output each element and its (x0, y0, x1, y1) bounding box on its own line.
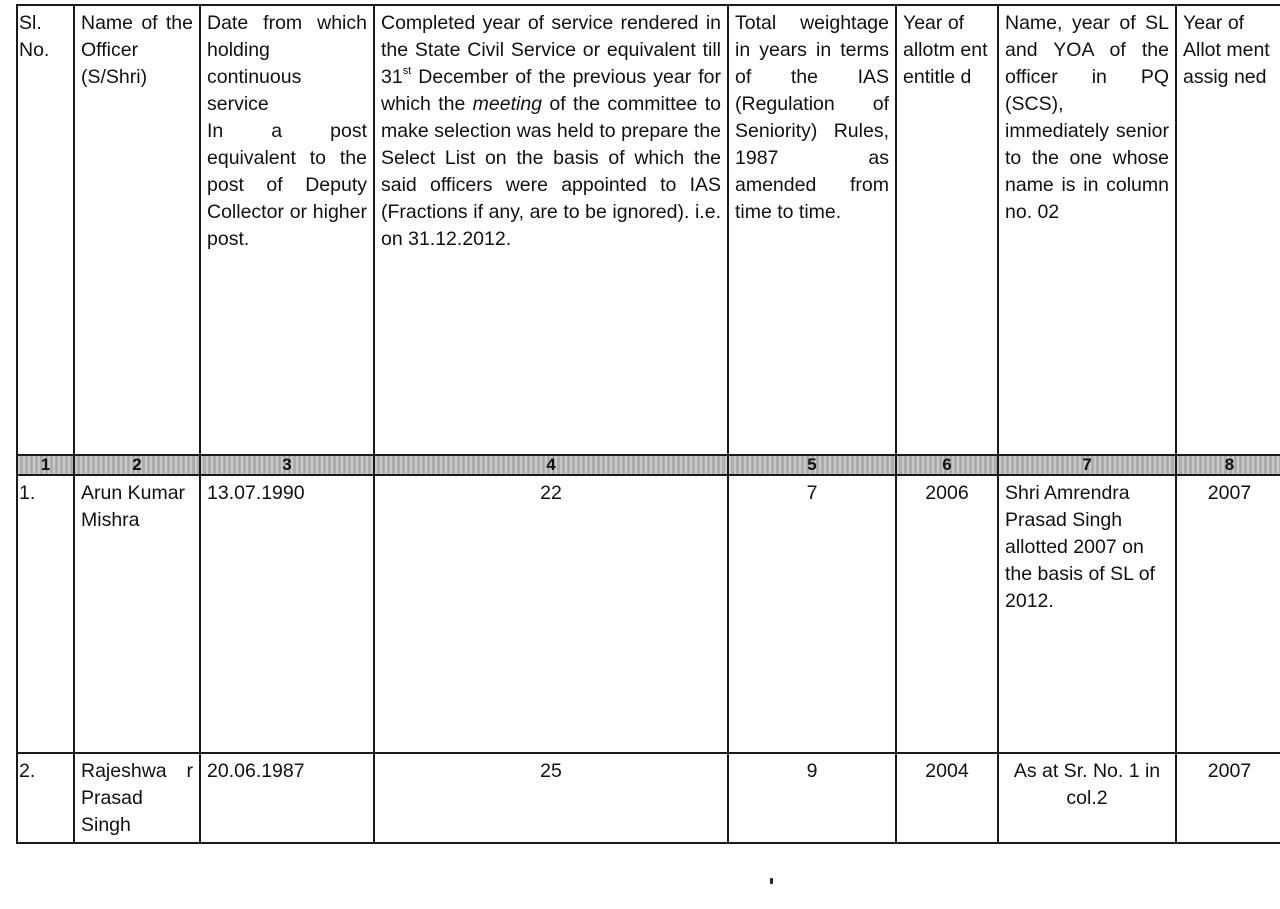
cell-officer-name: Arun Kumar Mishra (74, 475, 200, 753)
column-number: 1 (17, 455, 74, 475)
header-date-text: Date from which holding continuous service (207, 12, 367, 115)
header-completed-text-1: Completed year of service rendered in the State Civil Service or equivalent till 31 (381, 12, 721, 88)
cell-officer-name: Rajeshwa r Prasad Singh (74, 753, 200, 843)
header-completed-sup: st (402, 65, 412, 77)
cell-date: 20.06.1987 (200, 753, 374, 843)
cell-year-assigned: 2007 (1176, 475, 1280, 753)
header-officer-name: Name of the Officer (S/Shri) (74, 5, 200, 455)
cell-senior-officer: As at Sr. No. 1 in col.2 (998, 753, 1176, 843)
header-completed-text-italic: meeting (472, 93, 543, 115)
column-number: 6 (896, 455, 998, 475)
header-date-text-2: In a post equivalent to the post of Deputy Collector or higher post. (207, 120, 367, 250)
column-number: 5 (728, 455, 896, 475)
cell-weightage: 7 (728, 475, 896, 753)
header-total-weightage: Total weightage in years in terms of the IAS (Regulation of Seniority) Rules, 1987 as amended from time to time. (728, 5, 896, 455)
header-senior-officer: Name, year of SL and YOA of the officer in PQ (SCS), immediately senior to the one whose name is in column no. 02 (998, 5, 1176, 455)
cell-weightage: 9 (728, 753, 896, 843)
header-date-continuous-service (200, 5, 374, 455)
header-year-assigned: Year of Allot ment assig ned (1176, 5, 1280, 455)
cell-sl-no: 2. (17, 753, 74, 843)
cell-year-assigned: 2007 (1176, 753, 1280, 843)
officer-seniority-table (16, 4, 1280, 844)
cell-senior-officer: Shri Amrendra Prasad Singh allotted 2007 on the basis of SL of 2012. (998, 475, 1176, 753)
header-row (17, 5, 1280, 455)
column-number: 4 (374, 455, 728, 475)
cell-date: 13.07.1990 (200, 475, 374, 753)
header-completed-text-2: December of the previous year for which the (381, 66, 721, 115)
header-sl-no: Sl. No. (17, 5, 74, 455)
column-number: 2 (74, 455, 200, 475)
header-completed-years (374, 5, 728, 455)
column-number: 8 (1176, 455, 1280, 475)
cell-sl-no: 1. (17, 475, 74, 753)
header-year-entitled: Year of allotm ent entitle d (896, 5, 998, 455)
table-row (17, 753, 1280, 843)
column-number: 7 (998, 455, 1176, 475)
scan-speck (770, 878, 773, 884)
cell-year-entitled: 2006 (896, 475, 998, 753)
cell-completed-years: 25 (374, 753, 728, 843)
column-number-row (17, 455, 1280, 475)
column-number: 3 (200, 455, 374, 475)
header-completed-text-3: of the committee to make selection was held to prepare the Select List on the basis of which the said officers were appointed to IAS (Fractions if any, are to be ignored). i.e. on 31.12.2012. (381, 93, 721, 250)
cell-completed-years: 22 (374, 475, 728, 753)
cell-year-entitled: 2004 (896, 753, 998, 843)
table-row (17, 475, 1280, 753)
